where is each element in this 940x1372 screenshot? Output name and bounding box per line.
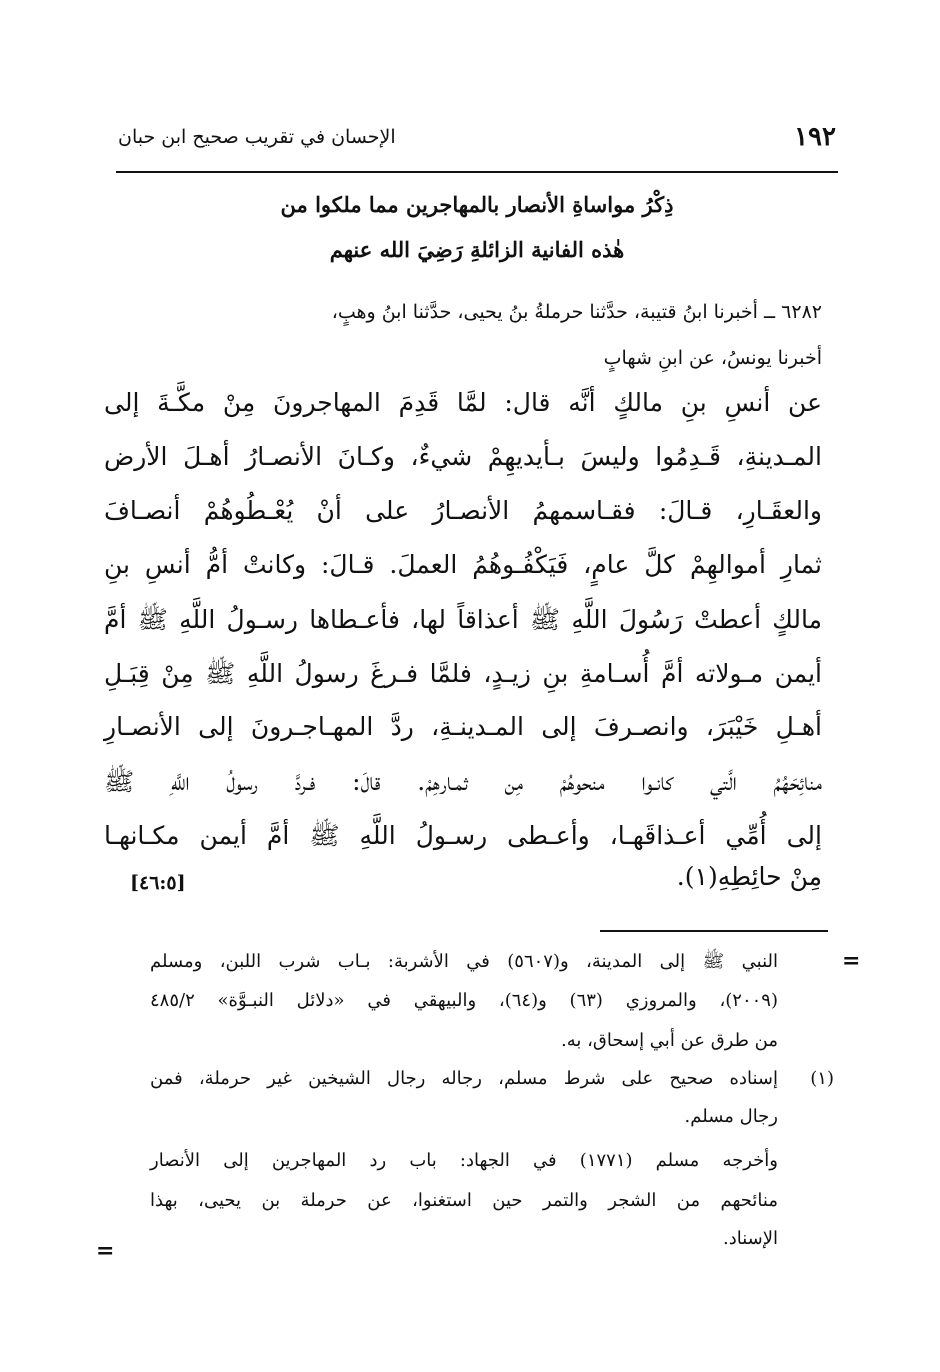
footnote-line: النبي ﷺ إلى المدينة، و(٥٦٠٧) في الأشربة: بـاب شرب اللبن، ومسلم: [150, 951, 778, 972]
isnad-line-1: ٦٢٨٢ ــ أخبرنا ابنُ قتيبة، حدَّثنا حرملةُ بنُ يحيى، حدَّثنا ابنُ وهبٍ،: [331, 301, 822, 323]
matn-line: عن أنسِ بنِ مالكٍ أنَّه قال: لمَّا قَدِمَ المهاجرونَ مِنْ مكَّـةَ إلى: [104, 388, 822, 417]
footnote-line: إسناده صحيح على شرط مسلم، رجاله رجال الشيخين غير حرملة، فمن: [150, 1068, 778, 1089]
isnad-line-2: أخبرنا يونسُ، عن ابنِ شهابٍ: [603, 347, 822, 369]
source-reference: [٤٦:٥]: [130, 872, 186, 894]
footnote-line: من طرق عن أبي إسحاق، به.: [561, 1030, 778, 1051]
footnote-line: (٢٠٠٩)، والمروزي (٦٣) و(٦٤)، والبيهقي في «دلائل النبـوَّة» ٤٨٥/٢: [150, 990, 778, 1011]
matn-line: مالكٍ أعطتْ رَسُولَ اللَّهِ ﷺ أعذاقاً لها، فأعـطاها رسـولُ اللَّهِ ﷺ أمَّ: [104, 605, 822, 634]
matn-line: أيمن مـولاته أمَّ أُسـامةِ بنِ زيـدٍ، فلمَّا فـرغَ رسولُ اللَّهِ ﷺ مِنْ قِبَـلِ: [104, 659, 822, 688]
header-rule: [116, 171, 838, 173]
footnote-line: منائحهم من الشجر والتمر حين استغنوا، عن حرملة بن يحيى، بهذا: [150, 1190, 778, 1211]
footnote-rule: [600, 930, 828, 932]
footnote-line: رجال مسلم.: [684, 1106, 778, 1127]
footnote-number: (١): [810, 1068, 834, 1089]
matn-line: مِنْ حائِطِهِ(١).: [676, 862, 822, 891]
matn-line: المـدينةِ، قَـدِمُوا وليسَ بـأيديهِمْ شيءٌ، وكـانَ الأنصـارُ أهـلَ الأرض: [104, 442, 822, 471]
matn-line: والعقَـارِ، قـالَ: فقـاسمهمُ الأنصـارُ على أنْ يُعْـطُوهُمْ أنصـافَ: [104, 496, 822, 525]
continuation-mark: =: [842, 948, 861, 974]
running-title: الإحسان في تقريب صحيح ابن حبان: [118, 126, 396, 148]
footnote-line: وأخرجه مسلم (١٧٧١) في الجهاد: باب رد المهاجرين إلى الأنصار: [150, 1150, 778, 1171]
page-header: [118, 122, 836, 156]
matn-line: أهـلِ خَيْبَرَ، وانصـرفَ إلى المـدينـةِ، ردَّ المهـاجـرونَ إلى الأنصـارِ: [104, 712, 822, 741]
chapter-heading-line-1: ذِكْرُ مواساةِ الأنصار بالمهاجرين مما ملكوا من: [280, 192, 674, 217]
matn-line: إلى أُمِّي أعـذاقَهـا، وأعـطى رسـولُ اللَّهِ ﷺ أمَّ أيمن مكـانهـا: [104, 821, 822, 850]
footnote-line: الإسناد.: [722, 1228, 778, 1249]
matn-line: منائِحَهُمُ الَّتي كانـوا منحوهُمْ مِن ثمـارهِمْ. قالَ: فـردَّ رسولُ اللَّهِ ﷺ: [104, 767, 822, 796]
continuation-mark: =: [96, 1238, 115, 1264]
matn-line: ثمارِ أموالهِمْ كلَّ عامٍ، فَيَكْفُـوهُمُ العملَ. قـالَ: وكانتْ أمُّ أنسِ بنِ: [104, 550, 822, 579]
chapter-heading-line-2: هٰذه الفانية الزائلةِ رَضِيَ الله عنهم: [329, 237, 625, 262]
page-number: ١٩٢: [794, 122, 836, 152]
